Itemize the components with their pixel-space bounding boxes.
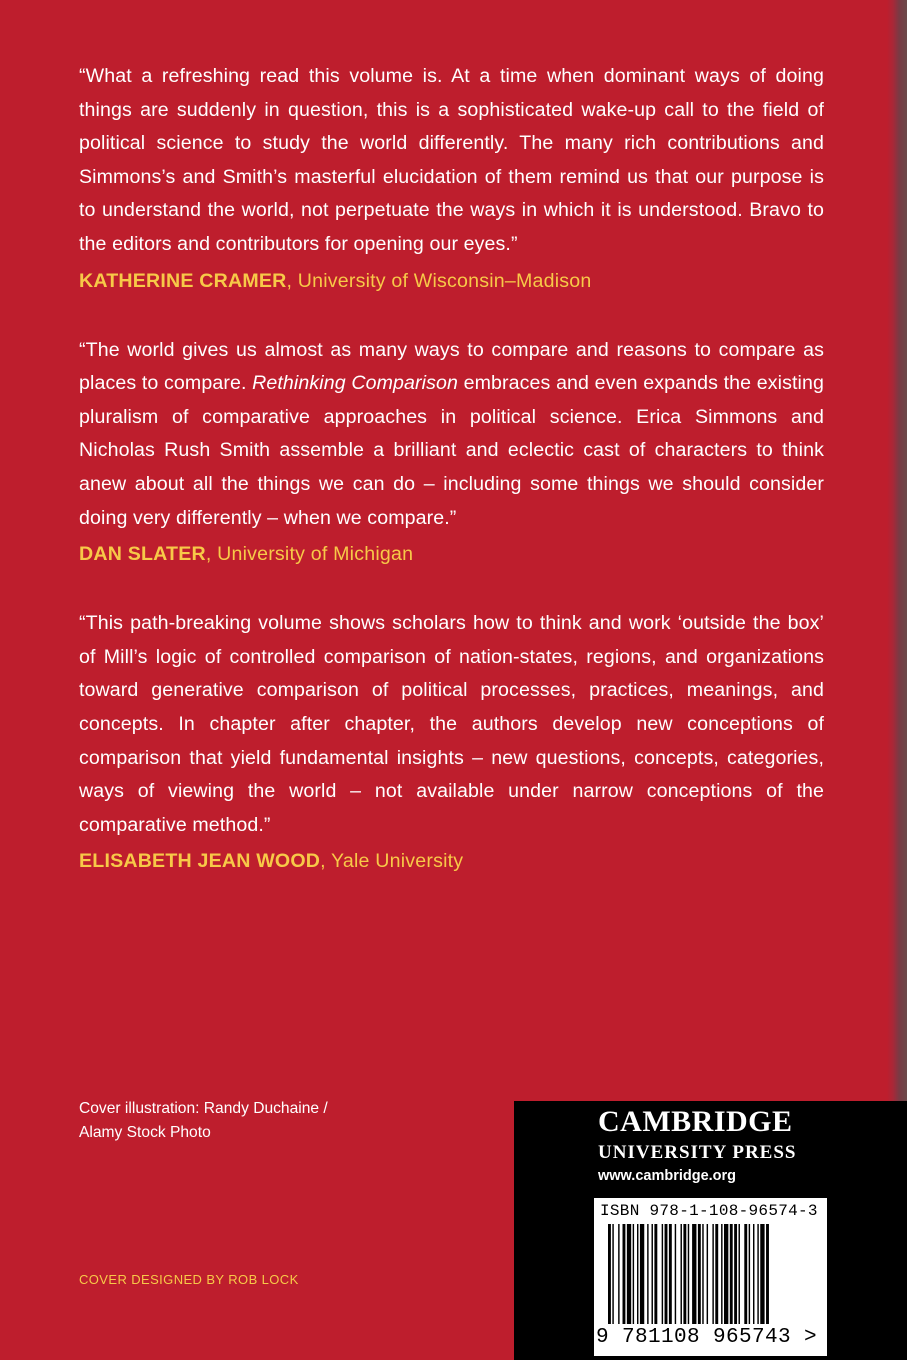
barcode-bar bbox=[730, 1224, 733, 1324]
barcode-bar bbox=[692, 1224, 696, 1324]
barcode-bar bbox=[712, 1224, 713, 1324]
barcode-bar bbox=[652, 1224, 653, 1324]
barcode-bar bbox=[707, 1224, 708, 1324]
barcode-bar bbox=[623, 1224, 626, 1324]
barcode-bar bbox=[688, 1224, 689, 1324]
publisher-url: www.cambridge.org bbox=[598, 1168, 737, 1184]
barcode-bar bbox=[760, 1224, 764, 1324]
publisher-box bbox=[514, 1101, 907, 1360]
credit-line: Alamy Stock Photo bbox=[79, 1124, 211, 1141]
endorser-affiliation: , University of Wisconsin–Madison bbox=[286, 269, 592, 292]
endorser-name: DAN SLATER bbox=[79, 543, 206, 566]
barcode-bar bbox=[683, 1224, 686, 1324]
barcode-bar bbox=[766, 1224, 769, 1324]
barcode-bar bbox=[669, 1224, 672, 1324]
credit-line: Cover illustration: Randy Duchaine / bbox=[79, 1100, 328, 1117]
cover-illustration-credit bbox=[79, 1097, 409, 1145]
barcode-bar bbox=[654, 1224, 657, 1324]
barcode-bar bbox=[724, 1224, 728, 1324]
barcode-bar bbox=[665, 1224, 668, 1324]
barcode-bars bbox=[608, 1224, 813, 1324]
barcode-bar bbox=[633, 1224, 634, 1324]
barcode-bar bbox=[612, 1224, 613, 1324]
barcode-bar bbox=[675, 1224, 676, 1324]
barcode bbox=[594, 1198, 827, 1356]
endorser-name: ELISABETH JEAN WOOD bbox=[79, 850, 321, 873]
barcode-bar bbox=[721, 1224, 722, 1324]
publisher-subtitle: UNIVERSITY PRESS bbox=[598, 1142, 797, 1163]
barcode-bar bbox=[757, 1224, 758, 1324]
barcode-bar bbox=[608, 1224, 611, 1324]
barcode-bar bbox=[627, 1224, 631, 1324]
endorser-affiliation: , Yale University bbox=[320, 850, 464, 873]
barcode-bar bbox=[749, 1224, 750, 1324]
endorsements bbox=[79, 60, 824, 914]
endorsement-wood bbox=[79, 607, 824, 876]
barcode-bar bbox=[753, 1224, 754, 1324]
barcode-bar bbox=[744, 1224, 747, 1324]
barcode-bar bbox=[702, 1224, 703, 1324]
barcode-bar bbox=[618, 1224, 619, 1324]
book-title: Rethinking Comparison bbox=[252, 372, 458, 395]
isbn-text: ISBN 978-1-108-96574-3 bbox=[600, 1202, 818, 1220]
endorsement-attribution bbox=[79, 846, 824, 876]
endorsement-cramer bbox=[79, 60, 824, 296]
endorsement-attribution bbox=[79, 266, 824, 296]
endorsement-quote: “What a refreshing read this volume is. At a time when dominant ways of doing things are suddenly in question, this is a sophisticated wake-up call to the field of political science to study the world differently. The many rich contributions and Simmons’s and Smith’s masterful elucidation of them remind us that our purpose is to understand the world, not perpetuate the ways in which it is understood. Bravo to the editors and contributors for opening our eyes.” bbox=[79, 65, 824, 255]
barcode-digits: 9 781108 965743 > bbox=[596, 1326, 818, 1349]
quote-part: embraces and even expands the existing pluralism of comparative approaches in political science. Erica Simmons and Nicholas Rush Smith assemble a brilliant and eclectic cast of characters to think anew about all the things we can do – including some things we should consider doing very differently – when we compare.” bbox=[79, 372, 824, 529]
barcode-bar bbox=[662, 1224, 663, 1324]
quote-part: “The world gives us almost as many ways to compare and reasons to compare as places to compare. bbox=[79, 338, 824, 395]
barcode-bar bbox=[647, 1224, 648, 1324]
endorsement-quote bbox=[79, 334, 824, 536]
barcode-bar bbox=[698, 1224, 701, 1324]
endorsement-slater bbox=[79, 334, 824, 570]
barcode-bar bbox=[739, 1224, 740, 1324]
barcode-bar bbox=[681, 1224, 682, 1324]
barcode-bar bbox=[640, 1224, 644, 1324]
barcode-bar bbox=[734, 1224, 737, 1324]
endorsement-attribution bbox=[79, 539, 824, 569]
cover-designer-credit: COVER DESIGNED BY ROB LOCK bbox=[79, 1272, 299, 1287]
barcode-bar bbox=[637, 1224, 638, 1324]
barcode-bar bbox=[715, 1224, 718, 1324]
endorser-name: KATHERINE CRAMER bbox=[79, 269, 287, 292]
endorsement-quote: “This path-breaking volume shows scholars how to think and work ‘outside the box’ of Mill’s logic of controlled comparison of nation-states, regions, and organizations toward generative comparison of political processes, practices, meanings, and concepts. In chapter after chapter, the authors develop new conceptions of comparison that yield fundamental insights – new questions, concepts, categories, ways of viewing the world – not available under narrow conceptions of the comparative method.” bbox=[79, 612, 824, 836]
endorser-affiliation: , University of Michigan bbox=[205, 543, 414, 566]
publisher-logo: CAMBRIDGE bbox=[598, 1105, 793, 1138]
